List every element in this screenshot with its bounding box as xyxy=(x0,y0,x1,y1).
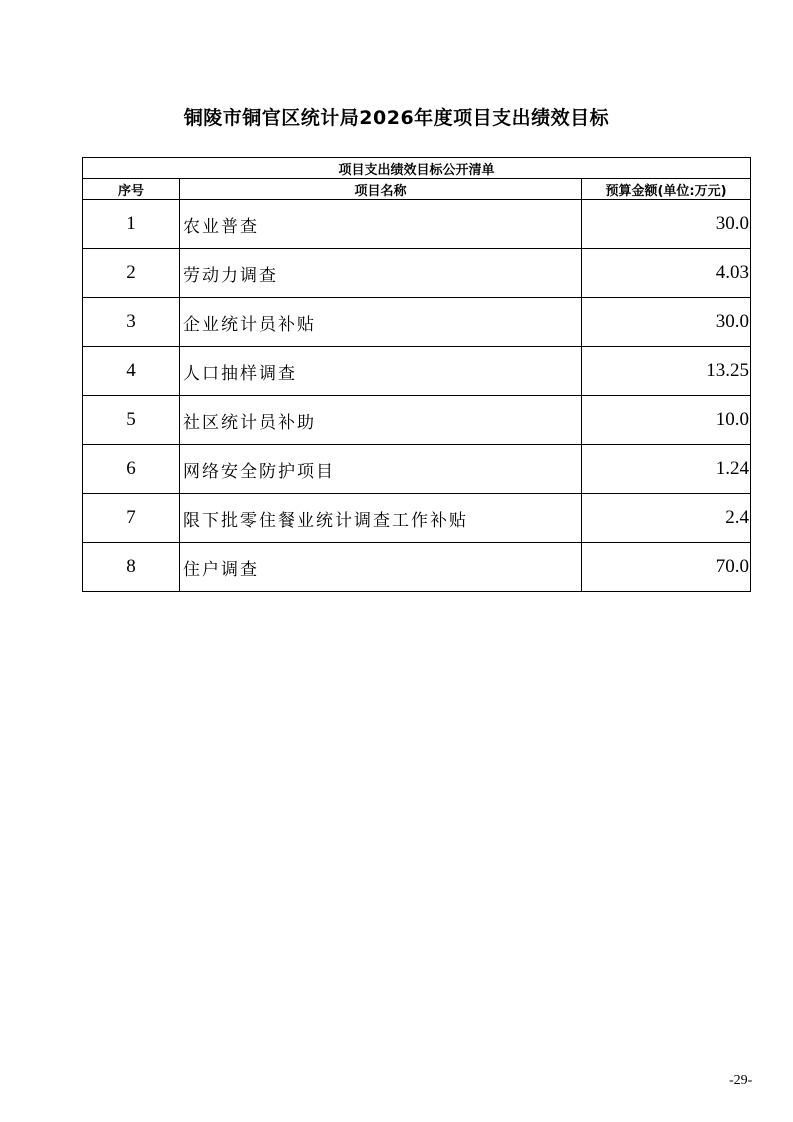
row-name: 社区统计员补助 xyxy=(180,396,582,445)
page-number: -29- xyxy=(729,1073,753,1088)
table-row xyxy=(83,249,751,298)
row-name: 住户调查 xyxy=(180,543,582,592)
row-amount: 30.0 xyxy=(582,200,751,249)
table-caption-row xyxy=(83,158,751,179)
row-no: 5 xyxy=(83,396,180,445)
table-row xyxy=(83,396,751,445)
row-no: 6 xyxy=(83,445,180,494)
row-amount: 10.0 xyxy=(582,396,751,445)
row-no: 1 xyxy=(83,200,180,249)
row-amount: 2.4 xyxy=(582,494,751,543)
row-amount: 70.0 xyxy=(582,543,751,592)
table-caption: 项目支出绩效目标公开清单 xyxy=(83,158,751,179)
row-amount: 4.03 xyxy=(582,249,751,298)
table-row xyxy=(83,347,751,396)
row-name: 限下批零住餐业统计调查工作补贴 xyxy=(180,494,582,543)
row-no: 2 xyxy=(83,249,180,298)
row-amount: 1.24 xyxy=(582,445,751,494)
table-row xyxy=(83,298,751,347)
budget-table xyxy=(82,157,751,592)
row-no: 4 xyxy=(83,347,180,396)
header-no: 序号 xyxy=(83,179,180,200)
row-name: 农业普查 xyxy=(180,200,582,249)
row-no: 7 xyxy=(83,494,180,543)
row-name: 企业统计员补贴 xyxy=(180,298,582,347)
row-name: 人口抽样调查 xyxy=(180,347,582,396)
table-row xyxy=(83,494,751,543)
table-row xyxy=(83,445,751,494)
table-header-row xyxy=(83,179,751,200)
row-no: 3 xyxy=(83,298,180,347)
header-name: 项目名称 xyxy=(180,179,582,200)
document-title: 铜陵市铜官区统计局2026年度项目支出绩效目标 xyxy=(183,107,610,129)
row-name: 劳动力调查 xyxy=(180,249,582,298)
table-row xyxy=(83,543,751,592)
table-row xyxy=(83,200,751,249)
header-amount: 预算金额(单位:万元) xyxy=(582,179,751,200)
row-no: 8 xyxy=(83,543,180,592)
row-amount: 13.25 xyxy=(582,347,751,396)
row-amount: 30.0 xyxy=(582,298,751,347)
row-name: 网络安全防护项目 xyxy=(180,445,582,494)
